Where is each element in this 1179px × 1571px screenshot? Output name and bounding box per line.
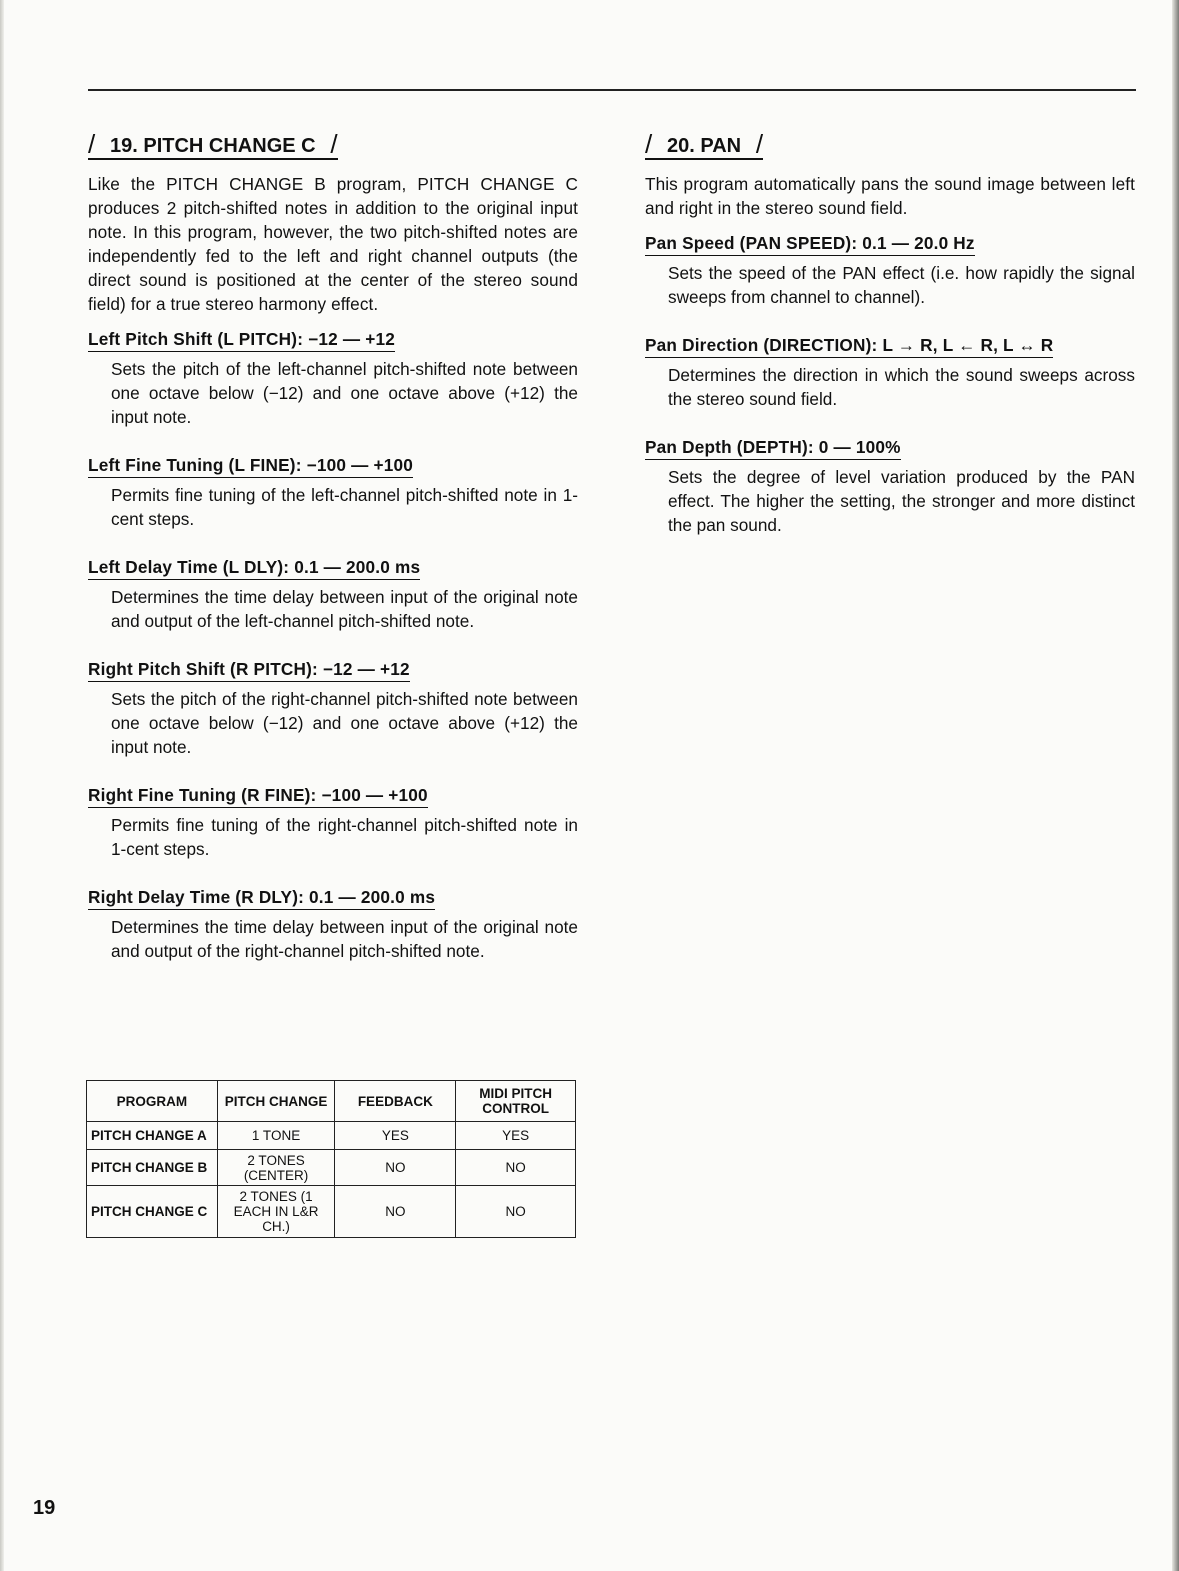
table-cell: NO: [335, 1150, 456, 1186]
param-description: Determines the time delay between input of the original note and output of the left-channel pitch-shifted note.: [111, 587, 578, 631]
param-left-pitch-shift: [88, 328, 578, 429]
param-heading: Right Pitch Shift (R PITCH): −12 — +12: [88, 658, 410, 682]
param-pan-depth: [645, 436, 1135, 537]
table-header-feedback: FEEDBACK: [335, 1081, 456, 1122]
param-right-fine-tuning: [88, 784, 578, 861]
section-pitch-change-c: [88, 129, 578, 988]
title-slash-left: /: [645, 129, 653, 159]
title-slash-left: /: [88, 129, 96, 159]
program-comparison-table: [86, 1080, 576, 1238]
param-description: Permits fine tuning of the right-channel pitch-shifted note in 1-cent steps.: [111, 815, 578, 859]
param-left-delay-time: [88, 556, 578, 633]
table-row: [87, 1150, 576, 1186]
section-title-text: 20. PAN: [667, 135, 742, 157]
table-header-midi-pitch-control: MIDI PITCH CONTROL: [456, 1081, 576, 1122]
section-pan: [645, 129, 1135, 562]
table-header-pitch-change: PITCH CHANGE: [217, 1081, 335, 1122]
param-description: Sets the speed of the PAN effect (i.e. how rapidly the signal sweeps from channel to channel).: [668, 263, 1135, 307]
param-description: Determines the direction in which the sound sweeps across the stereo sound field.: [668, 365, 1135, 409]
param-right-pitch-shift: [88, 658, 578, 759]
param-description: Permits fine tuning of the left-channel pitch-shifted note in 1-cent steps.: [111, 485, 578, 529]
param-heading: Left Pitch Shift (L PITCH): −12 — +12: [88, 328, 395, 352]
scan-edge-left: [0, 0, 4, 1571]
section-title-pitch-change-c: [88, 129, 338, 160]
section-title-text: 19. PITCH CHANGE C: [110, 135, 316, 157]
title-slash-right: /: [330, 129, 338, 159]
table-header-program: PROGRAM: [87, 1081, 218, 1122]
param-heading: Right Delay Time (R DLY): 0.1 — 200.0 ms: [88, 886, 435, 910]
table-row: [87, 1186, 576, 1238]
param-heading: Left Fine Tuning (L FINE): −100 — +100: [88, 454, 413, 478]
table-cell: NO: [456, 1150, 576, 1186]
param-heading: Left Delay Time (L DLY): 0.1 — 200.0 ms: [88, 556, 420, 580]
param-heading: Right Fine Tuning (R FINE): −100 — +100: [88, 784, 428, 808]
table-cell: YES: [456, 1122, 576, 1150]
param-description: Sets the degree of level variation produced by the PAN effect. The higher the setting, the stronger and more distinct the pan sound.: [668, 467, 1135, 535]
table-cell: PITCH CHANGE A: [87, 1122, 218, 1150]
page-number: 19: [33, 1497, 56, 1519]
title-slash-right: /: [755, 129, 764, 159]
table-cell: 2 TONES (1 EACH IN L&R CH.): [217, 1186, 335, 1238]
param-pan-speed: [645, 232, 1135, 309]
param-heading: Pan Direction (DIRECTION): L → R, L ← R, L ↔ R: [645, 334, 1053, 358]
table-header-row: [87, 1081, 576, 1122]
param-heading: Pan Speed (PAN SPEED): 0.1 — 20.0 Hz: [645, 232, 975, 256]
top-rule: [88, 89, 1136, 91]
param-description: Determines the time delay between input of the original note and output of the right-channel pitch-shifted note.: [111, 917, 578, 961]
table-cell: 1 TONE: [217, 1122, 335, 1150]
param-description: Sets the pitch of the left-channel pitch-shifted note between one octave below (−12) and one octave above (+12) the input note.: [111, 359, 578, 427]
section-intro: Like the PITCH CHANGE B program, PITCH CHANGE C produces 2 pitch-shifted notes in addition to the original input note. In this program, however, the two pitch-shifted notes are independently fed to the left and right channel outputs (the direct sound is positioned at the center of the stereo sound field) for a true stereo harmony effect.: [88, 174, 578, 314]
table-cell: 2 TONES (CENTER): [217, 1150, 335, 1186]
table-cell: PITCH CHANGE C: [87, 1186, 218, 1238]
section-title-pan: [645, 129, 764, 160]
scan-edge-right: [1172, 0, 1179, 1571]
table-cell: NO: [335, 1186, 456, 1238]
table-cell: YES: [335, 1122, 456, 1150]
param-left-fine-tuning: [88, 454, 578, 531]
table-cell: NO: [456, 1186, 576, 1238]
table-cell: PITCH CHANGE B: [87, 1150, 218, 1186]
table-row: [87, 1122, 576, 1150]
param-pan-direction: [645, 334, 1135, 411]
param-heading: Pan Depth (DEPTH): 0 — 100%: [645, 436, 901, 460]
param-description: Sets the pitch of the right-channel pitch-shifted note between one octave below (−12) and one octave above (+12) the input note.: [111, 689, 578, 757]
section-intro: This program automatically pans the sound image between left and right in the stereo sound field.: [645, 174, 1135, 218]
param-right-delay-time: [88, 886, 578, 963]
